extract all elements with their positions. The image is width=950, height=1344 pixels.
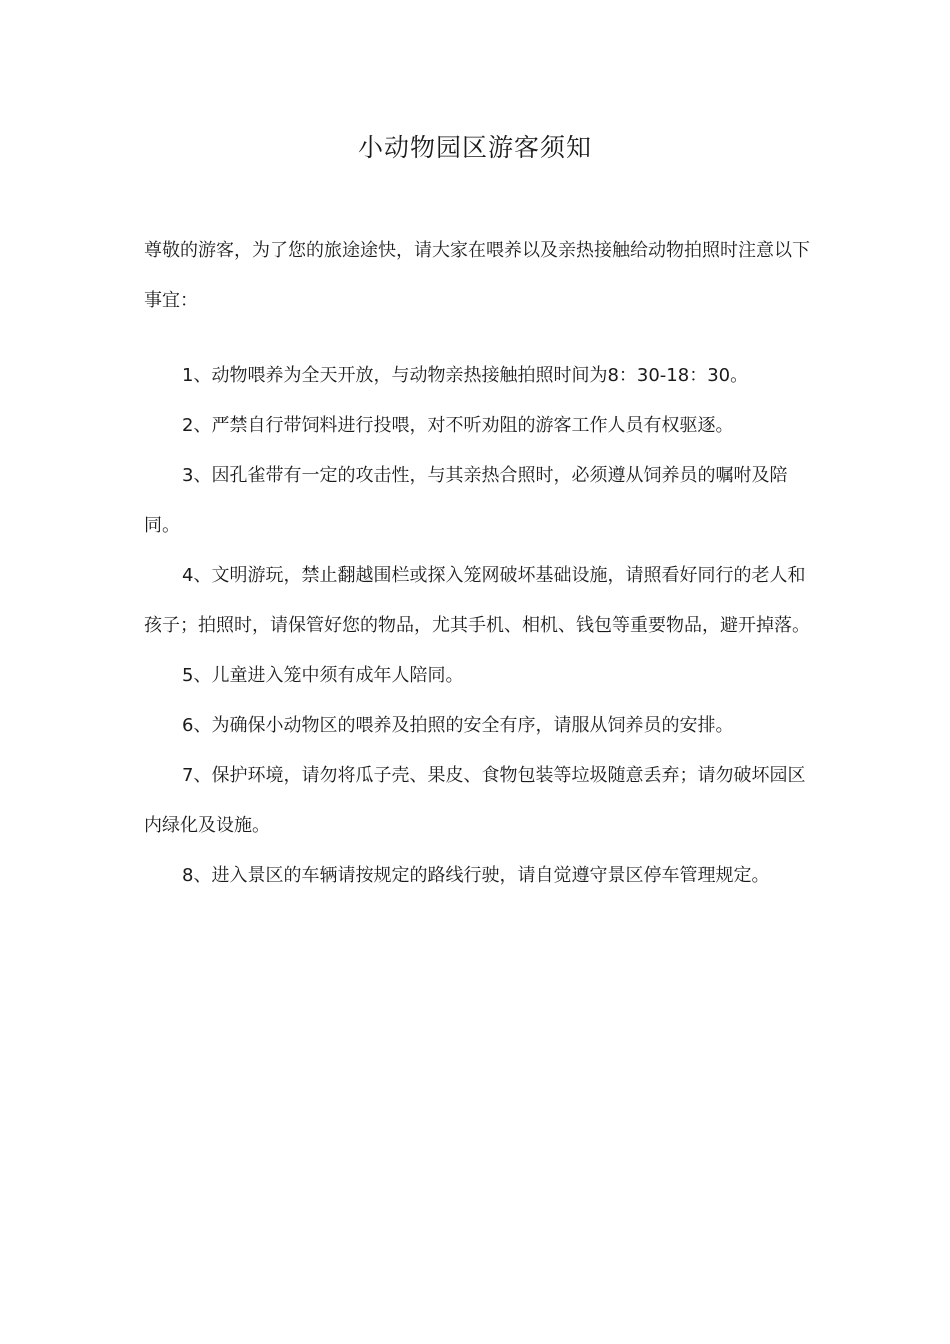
rule-item-2: 2、严禁自行带饲料进行投喂，对不听劝阻的游客工作人员有权驱逐。 (182, 415, 734, 436)
rule-item-5: 5、儿童进入笼中须有成年人陪同。 (182, 665, 464, 686)
rule-item-3: 3、因孔雀带有一定的攻击性，与其亲热合照时，必须遵从饲养员的嘱咐及陪同。 (144, 465, 788, 536)
rule-item-1: 1、动物喂养为全天开放，与动物亲热接触拍照时间为8：30-18：30。 (182, 365, 749, 386)
document-body (144, 226, 810, 901)
document-title: 小动物园区游客须知 (357, 133, 592, 162)
rule-item-7: 7、保护环境，请勿将瓜子壳、果皮、食物包装等垃圾随意丢弃；请勿破坏园区内绿化及设施。 (144, 765, 806, 836)
intro-paragraph: 尊敬的游客，为了您的旅途途快，请大家在喂养以及亲热接触给动物拍照时注意以下事宜： (144, 240, 810, 311)
rule-item-4: 4、文明游玩，禁止翻越围栏或探入笼网破坏基础设施，请照看好同行的老人和孩子；拍照时，请保管好您的物品，尤其手机、相机、钱包等重要物品，避开掉落。 (144, 565, 810, 636)
rule-item-8: 8、进入景区的车辆请按规定的路线行驶，请自觉遵守景区停车管理规定。 (182, 865, 770, 886)
rule-item-6: 6、为确保小动物区的喂养及拍照的安全有序，请服从饲养员的安排。 (182, 715, 734, 736)
